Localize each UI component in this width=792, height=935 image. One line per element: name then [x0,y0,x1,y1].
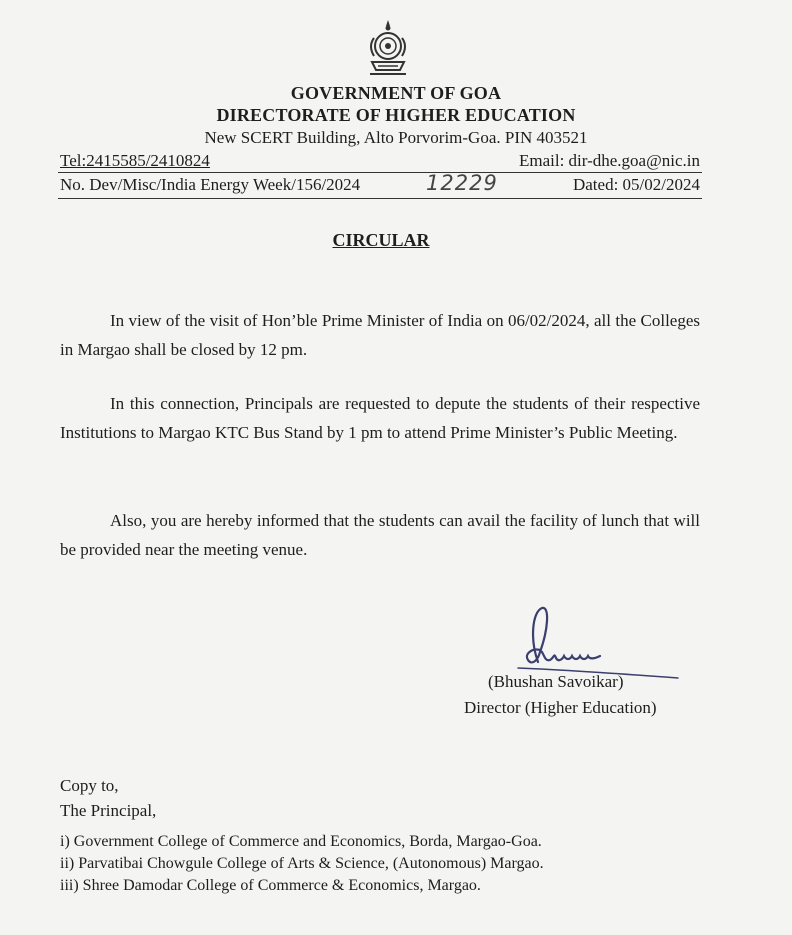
issue-date: Dated: 05/02/2024 [572,175,700,194]
header-divider-bottom [58,198,702,199]
body-paragraph-2: In this connection, Principals are requested to depute the students of their respective Institutions to Margao KTC Bus Stand by 1 pm to attend Prime Minister’s Public Meeting. [60,394,700,442]
copy-to-heading: Copy to, [60,776,119,795]
copy-to-recipient: The Principal, [60,801,157,820]
document-title: CIRCULAR [332,230,430,250]
email-address: Email: dir-dhe.goa@nic.in [518,151,700,170]
telephone-numbers: Tel:2415585/2410824 [60,151,210,170]
body-paragraph-1: In view of the visit of Hon’ble Prime Minister of India on 06/02/2024, all the Colleges in Margao shall be closed by 12 pm. [60,311,700,359]
copy-to-item: i) Government College of Commerce and Economics, Borda, Margao-Goa. [60,833,542,850]
copy-to-item: iii) Shree Damodar College of Commerce & Economics, Margao. [60,877,481,894]
directorate-heading: DIRECTORATE OF HIGHER EDUCATION [216,105,576,125]
signatory-designation: Director (Higher Education) [464,698,657,717]
reference-number: No. Dev/Misc/India Energy Week/156/2024 [60,175,361,194]
signatory-name: (Bhushan Savoikar) [488,672,624,691]
office-address: New SCERT Building, Alto Porvorim-Goa. PIN 403521 [204,128,588,147]
header-divider-top [58,172,702,173]
goa-state-emblem-icon [366,18,410,78]
copy-to-item: ii) Parvatibai Chowgule College of Arts & Science, (Autonomous) Margao. [60,855,544,872]
body-paragraph-3: Also, you are hereby informed that the students can avail the facility of lunch that will be provided near the meeting venue. [60,511,700,559]
handwritten-dispatch-number: 12229 [426,171,498,195]
government-heading: GOVERNMENT OF GOA [290,83,502,103]
